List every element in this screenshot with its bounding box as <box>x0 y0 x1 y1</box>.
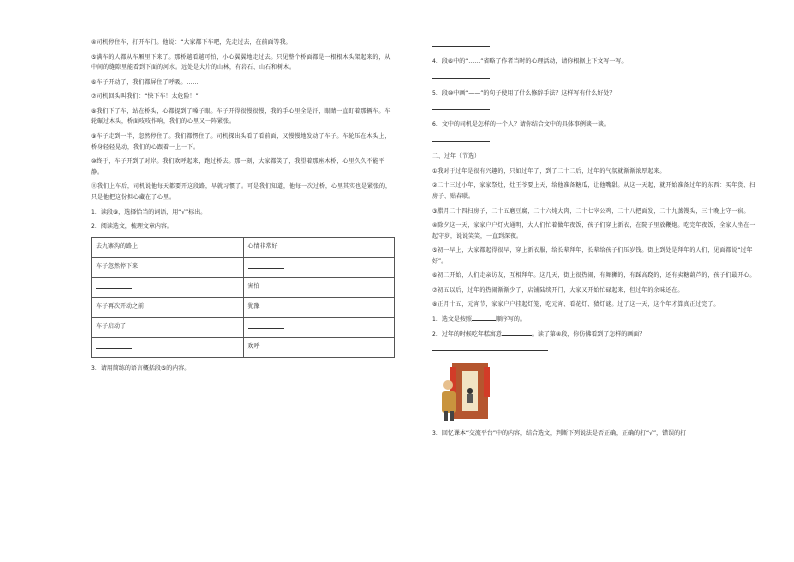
passage-paragraph: ⑧正月十五，元宵节，家家户户挂起灯笼，吃元宵、看花灯、猜灯谜。过了这一天，这个年才算真正过完了。 <box>432 301 720 309</box>
passage-paragraph: ⑤满车的人都从车厢里下来了。那桥越看越可怕，小心翼翼地走过去。只见整个桥面都是一根根木头架起来的，从中间的缝隙里能看到下面的河水。远处是大片的山林，有岩石、山石和树木。 <box>91 53 391 72</box>
table-blank-cell[interactable] <box>92 337 244 357</box>
passage-paragraph: ⑪我们上车后，司机说他每天都要开这段路，早就习惯了。可是我们知道，他每一次过桥，心里其实也是紧张的，只是他把这份担心藏在了心里。 <box>91 183 392 202</box>
right-question-1: 1．选文是按照 顺序写的。 <box>432 315 526 323</box>
table-cell: 去九寨沟的路上 <box>92 237 244 257</box>
answer-line[interactable] <box>432 72 490 79</box>
table-cell: 车子启动了 <box>92 317 244 337</box>
answer-line[interactable] <box>432 135 490 142</box>
question-5: 5．段⑩中画“——”的句子使用了什么修辞手法？这样写有什么好处？ <box>432 89 616 97</box>
passage-paragraph: ⑨车子走到一半，忽然停住了。我们都愣住了。司机探出头看了看前面，又慢慢地发动了车子。车轮压在木头上，桥身轻轻晃动，我们的心跟着一上一下。 <box>91 132 391 151</box>
right-passage <box>432 167 760 311</box>
fill-blank[interactable] <box>502 335 532 336</box>
table-cell: 害怕 <box>243 277 395 297</box>
right-question-3: 3．回忆课本“交流平台”中的内容，结合选文，判断下列说法是否正确，正确的打“√”，错误的打 <box>432 430 687 438</box>
question-3: 3．请用简练的语言概括段⑤的内容。 <box>91 364 191 372</box>
table-row <box>92 277 395 297</box>
passage-paragraph: ④司机停住车，打开车门。他说：“大家都下车吧，先走过去，在前面等我。 <box>91 39 292 46</box>
passage-paragraph: ⑥初二开始，人们走亲访友，互相拜年。这几天，街上很热闹，有舞狮的，有踩高跷的，还有卖糖葫芦的，孩子们最开心。 <box>432 272 756 280</box>
right-column <box>432 38 760 444</box>
table-cell: 心情非常好 <box>243 237 395 257</box>
new-year-illustration <box>440 361 494 423</box>
passage-paragraph: ⑧我们下了车，站在桥头，心都提到了嗓子眼。车子开得很慢很慢，我的手心里全是汗，眼睛一直盯着那辆车。车轮碾过木头，桥面吱吱作响，我们的心里又一阵紧张。 <box>91 107 391 126</box>
left-passage <box>91 38 395 204</box>
answer-line[interactable] <box>432 103 490 110</box>
passage-paragraph: ⑦初五以后，过年的热闹渐渐少了，店铺陆续开门，大家又开始忙碌起来，但过年的余味还在。 <box>432 286 684 294</box>
passage-paragraph: ⑩终于，车子开到了对岸。我们欢呼起来，跑过桥去。那一刻，大家都笑了，我望着那座木桥，心里久久不能平静。 <box>91 158 385 176</box>
table-row <box>92 257 395 277</box>
question-4: 4．段⑥中的“……”省略了作者当时的心理活动，请你根据上下文写一写。 <box>432 58 628 65</box>
passage-paragraph: ⑥车子开动了，我们都屏住了呼吸。…… <box>91 78 199 86</box>
right-question-2: 2．过年的时候吃年糕寓意 。读了第④段，你仿佛看到了怎样的画面？ <box>432 330 646 338</box>
table-blank-cell[interactable] <box>92 277 244 297</box>
left-column <box>91 38 395 379</box>
table-row <box>92 297 395 317</box>
passage-paragraph: ④除夕这一天，家家户户灯火通明，大人们忙着做年夜饭，孩子们穿上新衣，在院子里放鞭炮。吃完年夜饭，全家人坐在一起守岁，说说笑笑，一直到深夜。 <box>432 222 756 240</box>
table-cell: 欢呼 <box>243 337 395 357</box>
answer-line[interactable] <box>432 344 548 351</box>
content-table <box>91 237 395 358</box>
table-row <box>92 317 395 337</box>
section-title: 二、过年（节选） <box>432 153 481 161</box>
passage-paragraph: ②二十三过小年，家家祭灶，灶王爷要上天，给他准备糖瓜，让他嘴甜。从这一天起，就开始准备过年的东西：买年货、扫房子、贴春联。 <box>432 182 756 201</box>
table-cell: 车子再次开动之前 <box>92 297 244 317</box>
table-blank-cell[interactable] <box>243 257 395 277</box>
table-cell: 犹豫 <box>243 297 395 317</box>
table-cell: 车子忽然停下来 <box>92 257 244 277</box>
fill-blank[interactable] <box>472 320 496 321</box>
table-blank-cell[interactable] <box>243 317 395 337</box>
question-6: 6．文中的司机是怎样的一个人？请你结合文中的具体事例谈一谈。 <box>432 121 610 129</box>
passage-paragraph: ③腊月二十四扫房子，二十五磨豆腐，二十六炖大肉，二十七宰公鸡，二十八把面发，二十九蒸馒头，三十晚上守一宿。 <box>432 207 750 215</box>
passage-paragraph: ①我对于过年是很有兴趣的，只如过年了，到了二十二后，过年的气氛就渐渐浓厚起来。 <box>432 167 666 175</box>
question-1: 1．读段⑨，选择恰当的词语，用“√”标出。 <box>91 208 207 216</box>
table-row <box>92 337 395 357</box>
answer-line[interactable] <box>432 40 490 47</box>
passage-paragraph: ⑤初一早上，大家都起得很早，穿上新衣服，给长辈拜年，长辈给孩子们压岁钱。街上到处是拜年的人们，见面都说“过年好”。 <box>432 247 753 265</box>
question-2: 2．阅读选文，梳理文章内容。 <box>91 223 173 231</box>
passage-paragraph: ⑦司机回头叫我们：“快下车！太危险！” <box>91 93 199 101</box>
table-row <box>92 237 395 257</box>
